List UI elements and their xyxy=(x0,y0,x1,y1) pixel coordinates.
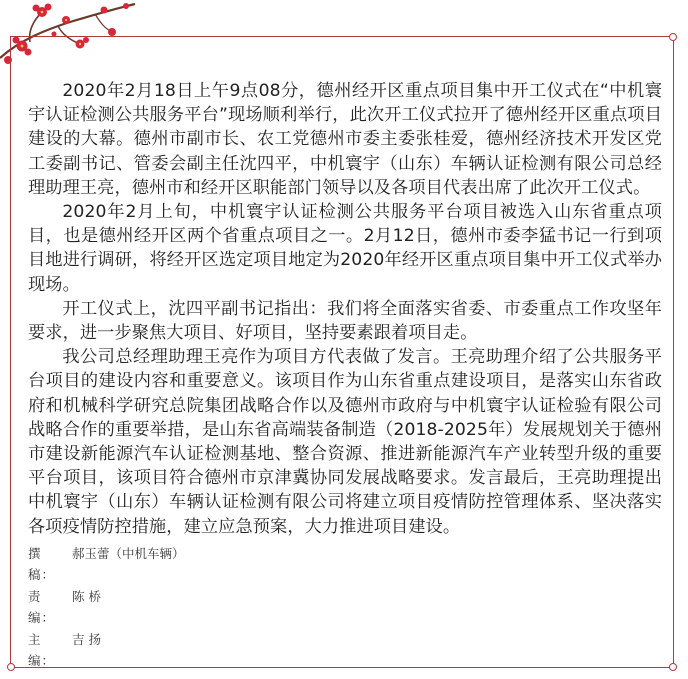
credit-editor xyxy=(28,586,662,629)
article-paragraph: 2020年2月18日上午9点08分，德州经开区重点项目集中开工仪式在“中机寰宇认证检测公共服务平台”现场顺利举行，此次开工仪式拉开了德州经开区重点项目建设的大幕。德州市副市长、农工党德州市委主委张桂爱，德州经济技术开发区党工委副书记、管委会副主任沈四平，中机寰宇（山东）车辆认证检测有限公司总经理助理王亮，德州市和经开区职能部门领导以及各项目代表出席了此次开工仪式。 xyxy=(28,81,662,198)
article-paragraph: 开工仪式上，沈四平副书记指出：我们将全面落实省委、市委重点工作攻坚年要求，进一步聚焦大项目、好项目，坚持要素跟着项目走。 xyxy=(28,298,662,344)
credit-role-label: 撰 稿： xyxy=(28,545,56,583)
article-paragraph: 2020年2月上旬，中机寰宇认证检测公共服务平台项目被选入山东省重点项目，也是德州经开区两个省重点项目之一。2月12日，德州市委李猛书记一行到项目地进行调研，将经开区选定项目地定为2020年经开区重点项目集中开工仪式举办现场。 xyxy=(28,202,662,295)
credit-role-label: 主 编： xyxy=(28,631,56,669)
credit-name: 陈 桥 xyxy=(72,588,101,604)
credit-writer xyxy=(28,543,662,586)
frame-corner-dot-icon xyxy=(669,33,677,41)
article-paragraph: 我公司总经理助理王亮作为项目方代表做了发言。王亮助理介绍了公共服务平台项目的建设内容和重要意义。该项目作为山东省重点建设项目，是落实山东省政府和机械科学研究总院集团战略合作以及德州市政府与中机寰宇认证检验有限公司战略合作的重要举措，是山东省高端装备制造（2018-2025年）发展规划关于德州市建设新能源汽车认证检测基地、整合资源、推进新能源汽车产业转型升级的重要平台项目，该项目符合德州市京津冀协同发展战略要求。发言最后，王亮助理提出中机寰宇（山东）车辆认证检测有限公司将建立项目疫情防控管理体系、坚决落实各项疫情防控措施，建立应急预案，大力推进项目建设。 xyxy=(28,347,662,537)
credit-name: 郝玉蕾（中机车辆） xyxy=(72,545,185,561)
frame-corner-dot-icon xyxy=(7,663,15,671)
credit-role-label: 责 编： xyxy=(28,588,56,626)
article-credits xyxy=(28,543,662,672)
frame-corner-dot-icon xyxy=(669,663,677,671)
article-body xyxy=(28,79,662,672)
credit-chief-editor xyxy=(28,629,662,672)
credit-name: 吉 扬 xyxy=(72,631,101,647)
